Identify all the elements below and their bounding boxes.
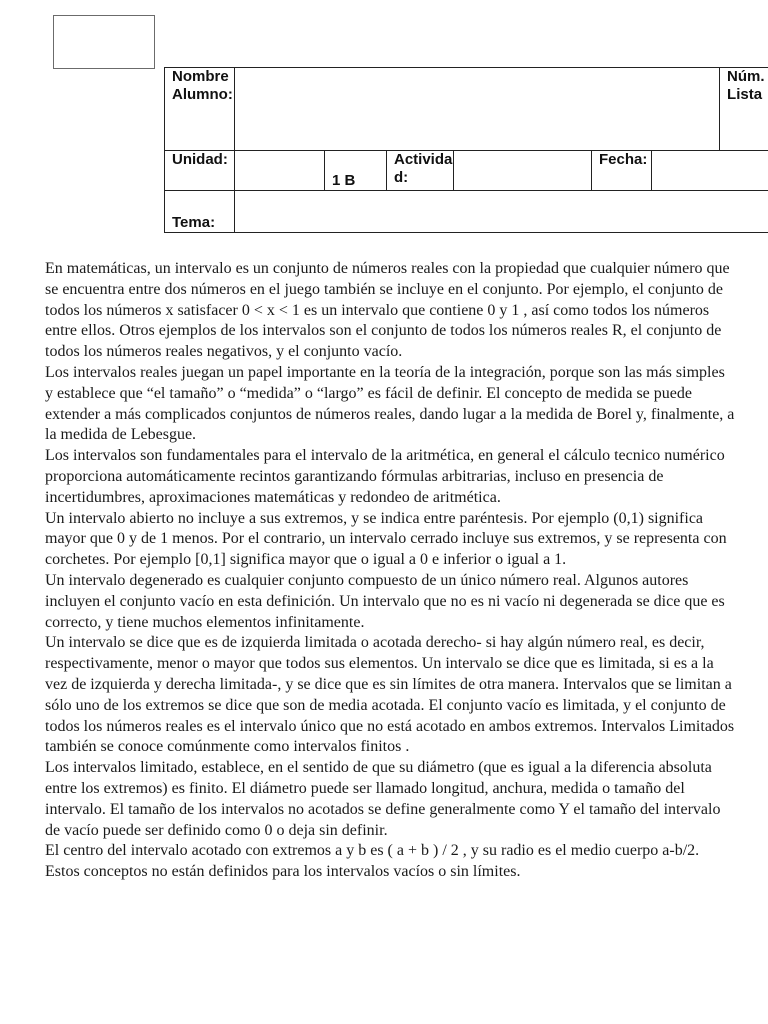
paragraph-centro-radio: El centro del intervalo acotado con extremos a y b es ( a + b ) / 2 , y su radio es el medio cuerpo a-b/2. Estos conceptos no están definidos para los intervalos vacíos o sin límites. [45, 842, 700, 881]
paragraph-abierto-cerrado: Un intervalo abierto no incluye a sus extremos, y se indica entre paréntesis. Por ejemplo (0,1) significa mayor que 0 y de 1 menos. Por el contrario, un intervalo cerrado incluye sus extremos, y se representa con corchetes. Por ejemplo [0,1] significa mayor que o igual a 0 e inferior o igual a 1. [45, 509, 727, 569]
header-row-unit [165, 151, 768, 191]
student-header-table [164, 67, 768, 233]
tema-field[interactable] [235, 191, 768, 233]
paragraph-aritmetica: Los intervalos son fundamentales para el intervalo de la aritmética, en general el cálculo tecnico numérico proporciona automáticamente recintos garantizando fórmulas arbitrarias, incluso en presencia de incertidumbres, aproximaciones matemáticas y redondeo de aritmética. [45, 447, 725, 506]
unidad-field[interactable] [235, 151, 325, 191]
num-lista-label: Núm. Lista [720, 68, 768, 151]
actividad-label: Actividad: [387, 151, 454, 191]
fecha-field[interactable] [652, 151, 768, 191]
nombre-alumno-field[interactable] [235, 68, 720, 151]
paragraph-diametro: Los intervalos limitado, establece, en el sentido de que su diámetro (que es igual a la diferencia absoluta entre los extremos) es finito. El diámetro puede ser llamado longitud, anchura, medida o tamaño del intervalo. El tamaño de los intervalos no acotados se define generalmente como Y el tamaño del intervalo de vacío puede ser definido como 0 o deja sin definir. [45, 759, 721, 839]
paragraph-intervalo-definicion: En matemáticas, un intervalo es un conjunto de números reales con la propiedad que cualquier número que se encuentra entre dos números en el juego también se incluye en el conjunto. Por ejemplo, el conjunto de todos los números x satisfacer 0 < x < 1 es un intervalo que contiene 0 y 1 , así como todos los números entre ellos. Otros ejemplos de los intervalos son el conjunto de todos los números reales R, el conjunto de todos los números reales negativos, y el conjunto vacío. [45, 260, 730, 361]
paragraph-limitado: Un intervalo se dice que es de izquierda limitada o acotada derecho- si hay algún número real, es decir, respectivamente, menor o mayor que todos sus elementos. Un intervalo se dice que es limitada, si es a la vez de izquierda y derecha limitada-, y se dice que es sin límites de otra manera. Intervalos que se limitan a sólo uno de los extremos se dice que son de media acotada. El conjunto vacío es limitada, y el conjunto de todos los números reales es el intervalo único que no está acotado en ambos extremos. Intervalos Limitados también se conoce comúnmente como intervalos finitos . [45, 634, 735, 756]
nombre-alumno-label: Nombre Alumno: [165, 68, 235, 151]
unidad-value: 1 B [325, 151, 387, 191]
tema-label: Tema: [165, 191, 235, 233]
header-row-tema [165, 191, 768, 233]
fecha-label: Fecha: [592, 151, 652, 191]
unidad-label: Unidad: [165, 151, 235, 191]
header-row-student [165, 68, 768, 151]
logo-placeholder-box [53, 15, 155, 69]
paragraph-teoria-integracion: Los intervalos reales juegan un papel importante en la teoría de la integración, porque son las más simples y establece que “el tamaño” o “medida” o “largo” es fácil de definir. El concepto de medida se puede extender a más complicados conjuntos de números reales, dando lugar a la medida de Borel y, finalmente, a la medida de Lebesgue. [45, 363, 735, 444]
document-body [45, 259, 735, 883]
actividad-field[interactable] [454, 151, 592, 191]
paragraph-degenerado: Un intervalo degenerado es cualquier conjunto compuesto de un único número real. Algunos autores incluyen el conjunto vacío en esta definición. Un intervalo que no es ni vacío ni degenerada se dice que es correcto, y tiene muchos elementos infinitamente. [45, 571, 725, 631]
